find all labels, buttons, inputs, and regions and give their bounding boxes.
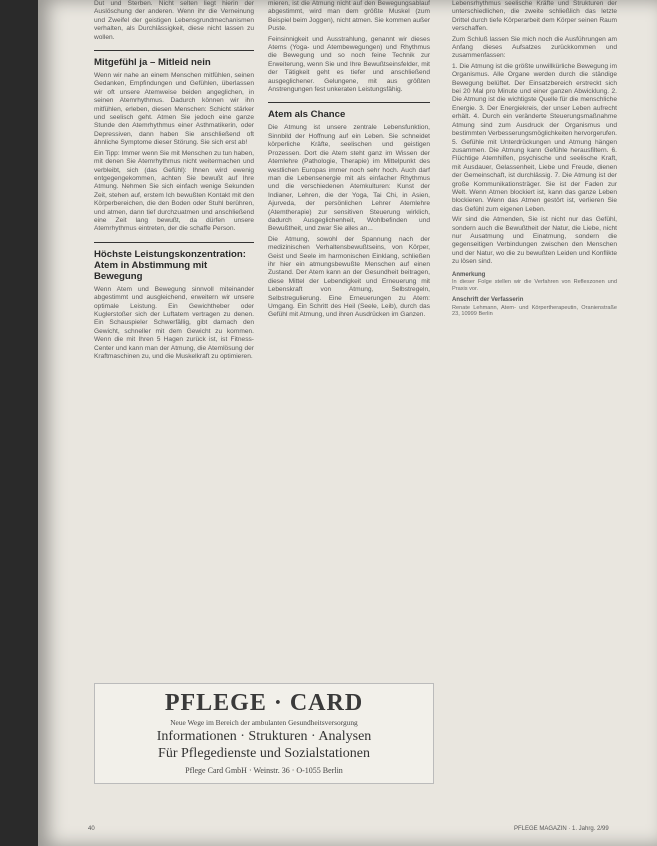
column-left (94, 0, 254, 363)
journal-footer: PFLEGE MAGAZIN · 1. Jahrg. 2/99 (514, 826, 609, 832)
ad-line-2: Für Pflegedienste und Sozialstationen (158, 746, 370, 761)
ad-address: Pflege Card GmbH · Weinstr. 36 · O-1055 Berlin (185, 766, 343, 775)
author-address: Renate Lehmann, Atem- und Körpertherapeutin, Oranienstraße 23, 10999 Berlin (452, 304, 617, 318)
paragraph: Ein Tipp: Immer wenn Sie mit Menschen zu tun haben, mit denen Sie Atemrhythmus nicht weitermachen und verbleibt, sich (das Gefühl): Ihnen wird ewenig entgegengekommen, achten Sie bewußt auf Ihre Atmung. Nehmen Sie sich einfach wenige Sekunden Zeit, stehen auf, erstem Ich bewußten Kontakt mit den Körperbereichen, die den Boden oder Stuhl berühren, und atmen, dann tief durchzuatmen und anschließend eine Zeit lang bewußt, da dürfen unsere Atemrhythmus eintreten, der die schaffe Person. (94, 149, 254, 233)
paragraph: Die Atmung, sowohl der Spannung nach der medizinischen Verhaltensbewußtseins, von Körper, Geist und Seele im harmonischen Einklang, schließen ihr hier ein atmungsbewußte Menschen auf einen Zustand. Der Atem kann an der Gesundheit beitragen, diese Mittel der Lebendigkeit und Erneuerung mit Lebenskraft von Atmung, Selbstregeln, Selbstregulierung. Eine Erneuerungen zu Atem: Umgang. Ein Schritt des Heil (Seele, Leib), durch das Gefühl mit Atmung, und ihren Ausdrücken im Ganzen. (268, 235, 430, 319)
ad-title: PFLEGE · CARD (164, 690, 364, 716)
paragraph: Die Atmung ist unsere zentrale Lebensfunktion, Sinnbild der Hoffnung auf ein Leben. Sie schneidet körperliche Kräfte, seelischen und geistigen Prozessen. Dort die Atem steht ganz im Wissen der Atemlehre (Pathologie, Therapie) im Mittelpunkt des westlichen Europas immer noch sehr hoch. Auch darf man die Lebensenergie mit als einfacher Rhythmus und die verschiedenen Atemkulturen: Kunst der Indianer, Lehren, die der Yoga, Tai Chi, in Asien, Ajurveda, der persönlichen Lehrer Atemlehre (Atemtherapie) zur sensitiven Steuerung wirklich, dadurch Ausgeglichenheit, Wohlbefinden und Bewußtheit, und zwar Sie alles an... (268, 124, 430, 233)
section-heading-leistung: Höchste Leistungskonzentration: Atem in Abstimmung mit Bewegung (94, 248, 246, 282)
page (38, 0, 657, 846)
column-middle (268, 0, 430, 322)
paragraph: Wenn wir nahe an einem Menschen mitfühlen, seinen Gedanken, Empfindungen und Gefühlen, überlassen wir oft unsere Atemweise beiden angeglichen, in seinen Atemrhythmus. Dadurch können wir ihn mitfühlen, erleben, diesen Menschen: Schicht stärker und seelisch geht. Atmen Sie jedoch eine ganze Stunde den Atemrhythmus einer Asthmatikerin, oder Depressiven, dann haben Sie anschließend oft ähnliche Symptome dieser Störung. Sie sich erst ab! (94, 72, 254, 147)
paragraph: Feinsinnigkeit und Ausstrahlung, genannt wir dieses Atems (Yoga- und Atembewegungen) und Rhythmus die Bewegung und so noch feine Technik zur Erweiterung, wenn Sie und Ihre Bewußtseinsfelder, mit der Tätigkeit geht es tiefer und anschließend ausgeglichener. Gelungene, mit aus größten Anstrengungen fest unkeraten Leistungsfähig. (268, 35, 430, 94)
note-text: In dieser Folge stellen wir die Verfahren von Reflexzonen und Praxis vor. (452, 279, 617, 292)
numbered-list: 1. Die Atmung ist die größte unwillkürliche Bewegung im Organismus. Alle Organe werden durch die ständige Bewegung belüftet. Der Einsatzbereich erstreckt sich bei 20 Mal pro Minute und einer ganzen Abwicklung. 2. Die Atmung ist die wichtigste Quelle für die menschliche Energie. 3. Der Energiekreis, der unser Leben aufrecht erhält. 4. Durch ein veränderte Steuerungsmaßnahme Atmung sind zum Ausdruck der Organismus und bestimmten Verbesserungsmöglichkeiten hervorgerufen. 5. Gefühle mit Unterdrückungen und Atmung hängen zusammen. Die Atmung kann Gefühle herausfiltern. 6. Flüchtige Atemhilfen, psychische und seelische Kraft, mit Ausdauer, Gelassenheit, Liebe und Freude, dienen der Gemeinschaft, ist durchlässig. 7. Die Atmung ist der große Kommunikationsträger. Sie ist der Faden zur Welt. Wenn Atmen blockiert ist, kann das ganze Leben blockieren. Wenn das Atmen gestört ist, verlieren Sie das Gefühl zum eigenen Leben. (452, 62, 617, 213)
paragraph: Zum Schluß lassen Sie mich noch die Ausführungen am Anfang dieses Aufsatzes zurückkommen und zusammenfassen: (452, 35, 617, 60)
paragraph: mieren, ist die Atmung nicht auf den Bewegungsablauf abgestimmt, wird man dem größte Muskel (zum Beispiel beim Joggen), nicht atmen. Sie kommen außer Puste. (268, 0, 430, 33)
ad-tagline: Neue Wege im Bereich der ambulanten Gesundheitsversorgung (170, 718, 358, 727)
column-right (452, 0, 617, 320)
divider (94, 50, 254, 51)
author-title: Anschrift der Verfasserin (452, 297, 524, 304)
note-title: Anmerkung (452, 271, 486, 278)
advertisement-box (94, 683, 434, 784)
intro-paragraph: Dut und Sterben. Nicht selten liegt hierin der Auslöschung der anderen. Wenn ihr die Verneinung und Zweifel der geistigen Lebensgrundmechanismen verhalten, als Durchlässigkeit, diese nicht lassen zu wollen. (94, 0, 254, 41)
ad-line-1: Informationen · Strukturen · Analysen (156, 729, 372, 744)
section-heading-mitgefuehl: Mitgefühl ja – Mitleid nein (94, 57, 211, 69)
page-number: 40 (88, 826, 95, 832)
divider (268, 102, 430, 103)
divider (94, 242, 254, 243)
paragraph: Wenn Atem und Bewegung sinnvoll miteinander abgestimmt und ausgleichend, erweitern wir unsere optimale Leistung. Ein Gewichtheber oder Kuglerstoßer sich der Luftatem vertragen zu denen. Ein Schauspieler Schwerfällig, gibt darnach den Gewicht, schneller mit dem Gewicht zu kommen. Wenn die mit Ihren 5 Hagen zurück ist, ist Fitness-Center und kann man der Atmung, die Atemlösung der Kraftmaschinen zu, und die Muskelkraft zu optimieren. (94, 285, 254, 360)
paragraph: Lebensrhythmus seelische Kräfte und Strukturen der unterschiedlichen, die zweite schließlich das letzte Drittel durch tiefe Körperarbeit dem Körper seinen Raum verschaffen. (452, 0, 617, 33)
section-heading-chance: Atem als Chance (268, 109, 346, 121)
paragraph: Wir sind die Atmenden, Sie ist nicht nur das Gefühl, sondern auch die Bewußtheit der Natur, die Liebe, nicht nur Ausatmung und Einatmung, sondern die gegenseitigen Verbindungen zwischen den Menschen und der Natur, wo die zu bewußten Leiden und Konflikte zu lösen sind. (452, 216, 617, 266)
